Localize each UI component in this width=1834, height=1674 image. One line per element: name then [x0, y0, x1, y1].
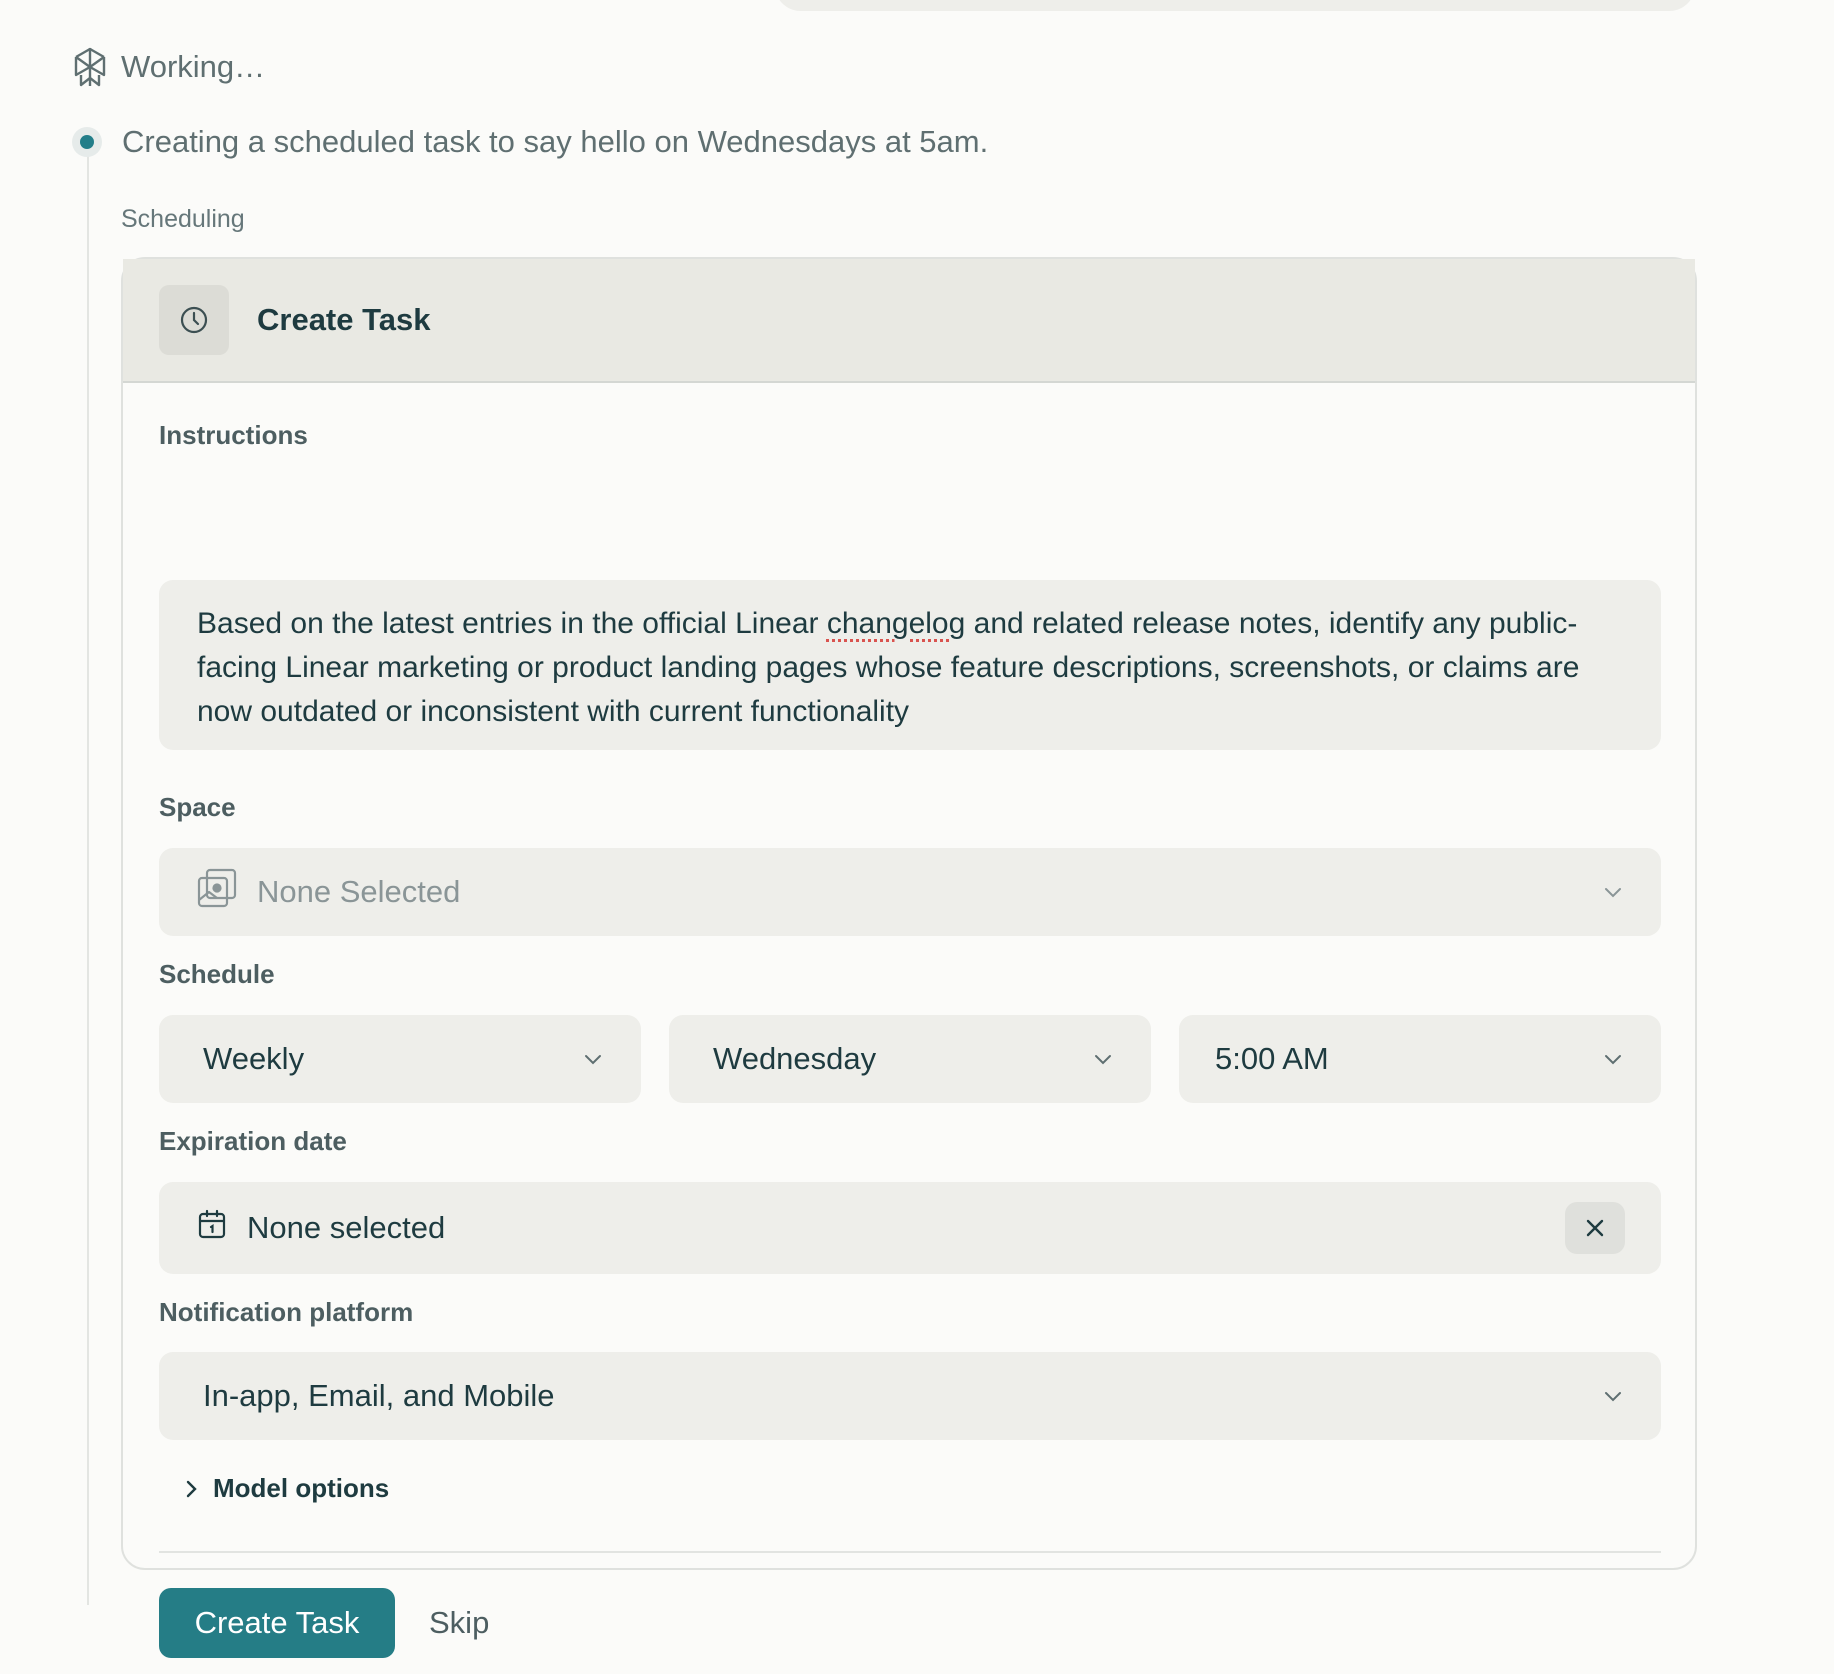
perplexity-logo-icon — [72, 45, 108, 89]
create-task-button[interactable]: Create Task — [159, 1588, 395, 1658]
chevron-down-icon — [581, 1047, 605, 1071]
instructions-label: Instructions — [159, 420, 308, 450]
expiration-label: Expiration date — [159, 1126, 347, 1156]
chevron-down-icon — [1601, 880, 1625, 904]
section-label: Scheduling — [121, 205, 245, 233]
space-label: Space — [159, 792, 236, 822]
space-select[interactable] — [159, 848, 1661, 936]
clear-expiration-button[interactable] — [1565, 1202, 1625, 1254]
chevron-down-icon — [1091, 1047, 1115, 1071]
card-title: Create Task — [257, 302, 431, 337]
model-options-toggle[interactable] — [181, 1473, 389, 1504]
instructions-textarea[interactable] — [159, 580, 1661, 750]
create-task-card — [121, 257, 1697, 1640]
schedule-label: Schedule — [159, 959, 275, 989]
divider — [159, 1551, 1661, 1553]
step-item — [72, 124, 988, 160]
expiration-value: None selected — [247, 1210, 446, 1245]
card-header — [123, 259, 1695, 383]
model-options-label: Model options — [213, 1473, 390, 1503]
chevron-down-icon — [1601, 1384, 1625, 1408]
close-icon — [1584, 1217, 1606, 1239]
instructions-text-after: and related release notes, identify any public-facing Linear marketing or product landing pages whose feature descriptions, screenshots, or claims are now outdated or inconsistent with current functionality — [197, 607, 1580, 728]
day-value: Wednesday — [713, 1041, 877, 1076]
schedule-row — [159, 1015, 1661, 1103]
chevron-right-icon — [181, 1478, 201, 1500]
working-indicator — [72, 45, 265, 89]
skip-button[interactable]: Skip — [423, 1588, 495, 1658]
expiration-date-picker[interactable] — [159, 1182, 1661, 1274]
clock-icon — [159, 285, 229, 355]
notification-label: Notification platform — [159, 1297, 414, 1327]
spaces-icon — [195, 866, 239, 918]
day-select[interactable] — [669, 1015, 1151, 1103]
frequency-select[interactable] — [159, 1015, 641, 1103]
previous-message-bubble — [775, 0, 1695, 11]
instructions-text-before: Based on the latest entries in the official Linear — [197, 607, 827, 640]
space-value: None Selected — [257, 874, 461, 909]
notification-platform-select[interactable] — [159, 1352, 1661, 1440]
calendar-icon — [197, 1208, 227, 1248]
time-value: 5:00 AM — [1215, 1041, 1329, 1076]
time-select[interactable] — [1179, 1015, 1661, 1103]
instructions-misspelled-word: changelog — [826, 607, 966, 640]
notification-value: In-app, Email, and Mobile — [203, 1378, 555, 1413]
step-text: Creating a scheduled task to say hello on Wednesdays at 5am. — [122, 124, 989, 159]
working-text: Working… — [121, 49, 266, 84]
step-dot-icon — [72, 127, 102, 157]
chevron-down-icon — [1601, 1047, 1625, 1071]
frequency-value: Weekly — [203, 1041, 305, 1076]
timeline-line — [87, 155, 89, 1605]
